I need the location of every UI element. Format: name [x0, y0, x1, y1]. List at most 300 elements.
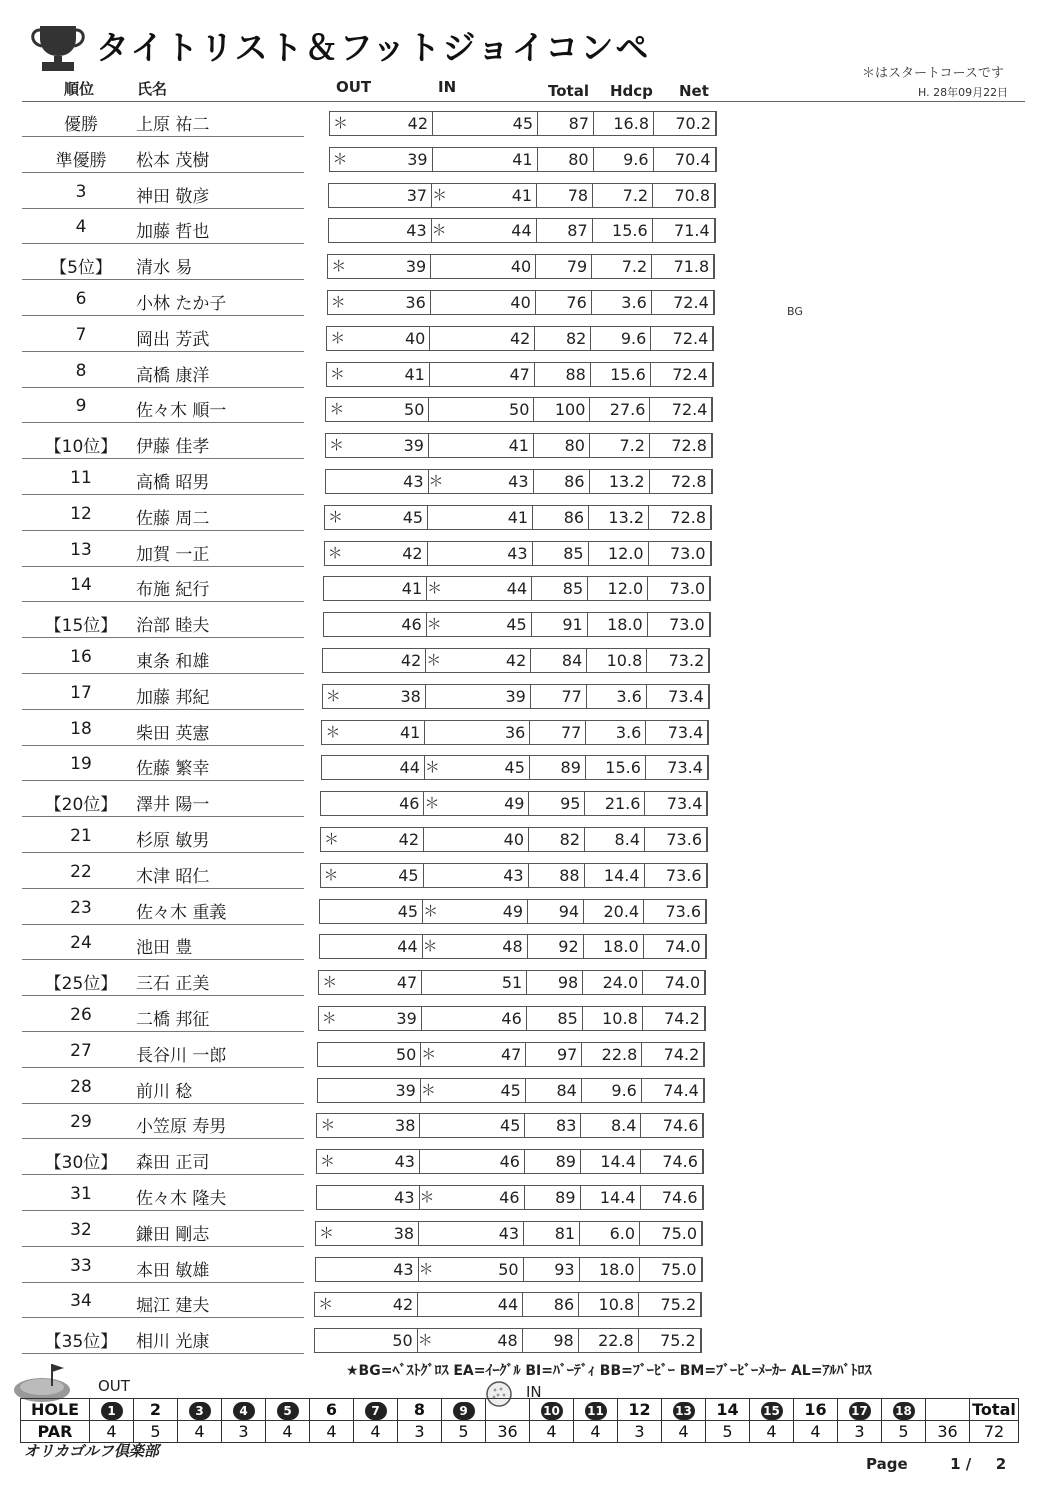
- row-underline: [22, 780, 304, 781]
- start-course-marker: ＊: [319, 1152, 335, 1171]
- hole-label: HOLE: [21, 1399, 90, 1421]
- page-separator: /: [965, 1455, 972, 1473]
- rank: 13: [70, 539, 92, 560]
- total-score: 88: [529, 864, 585, 887]
- par-table: [20, 1398, 1019, 1443]
- score-box: [317, 1042, 705, 1067]
- in-score: 48: [423, 935, 528, 958]
- score-box: [316, 1113, 704, 1138]
- rank: 34: [70, 1291, 92, 1312]
- start-course-marker: ＊: [331, 257, 347, 276]
- result-row: [0, 463, 1058, 499]
- total-score: 89: [525, 1150, 581, 1173]
- in-score: 48: [418, 1329, 523, 1352]
- net-score: 73.0: [648, 577, 710, 600]
- club-name: オリカゴルフ倶楽部: [24, 1442, 159, 1460]
- row-underline: [22, 1246, 304, 1247]
- par-value: 4: [662, 1421, 706, 1443]
- result-row: [0, 177, 1058, 213]
- handicap: 10.8: [583, 1007, 643, 1030]
- handicap: 18.0: [588, 613, 648, 636]
- score-box: [329, 147, 717, 172]
- hole-number-label: 14: [716, 1400, 739, 1419]
- player-name: 長谷川 一郎: [136, 1045, 227, 1066]
- row-underline: [22, 458, 304, 459]
- player-name: 小笠原 寿男: [136, 1117, 227, 1138]
- result-row: [0, 893, 1058, 929]
- score-box: [325, 397, 713, 422]
- start-course-marker: ＊: [325, 722, 341, 741]
- par-value: 5: [882, 1421, 926, 1443]
- par-value: 4: [90, 1421, 134, 1443]
- player-name: 佐藤 周二: [136, 508, 210, 529]
- total-score: 83: [525, 1114, 581, 1137]
- par-value: 3: [222, 1421, 266, 1443]
- page-current: 1: [950, 1455, 961, 1473]
- handicap: 20.4: [584, 900, 644, 923]
- score-box: [321, 720, 709, 745]
- out-score: 50: [318, 1043, 421, 1066]
- player-name: 清水 易: [136, 258, 193, 279]
- result-row: [0, 499, 1058, 535]
- result-row: [0, 212, 1058, 248]
- par-value: 4: [266, 1421, 310, 1443]
- result-row: [0, 391, 1058, 427]
- out-score: 50: [315, 1329, 418, 1352]
- handicap: 3.6: [586, 721, 646, 744]
- out-score: 43: [317, 1150, 420, 1173]
- out-total-header: [486, 1399, 530, 1421]
- handicap: 24.0: [583, 971, 643, 994]
- out-score: 45: [320, 900, 423, 923]
- row-underline: [22, 1317, 304, 1318]
- rank: 4: [75, 217, 87, 238]
- net-score: 72.8: [649, 506, 711, 529]
- col-header-in: IN: [438, 78, 457, 96]
- hole-number: [442, 1399, 486, 1421]
- handicap: 8.4: [581, 1114, 641, 1137]
- start-course-marker: ＊: [427, 579, 443, 598]
- in-score: 47: [430, 363, 535, 386]
- result-row: [0, 284, 1058, 320]
- row-underline: [22, 1282, 304, 1283]
- player-name: 相川 光康: [136, 1332, 210, 1353]
- in-score: 40: [431, 255, 536, 278]
- par-value: 3: [398, 1421, 442, 1443]
- result-row: [0, 1322, 1058, 1358]
- out-score: 40: [327, 327, 430, 350]
- start-course-marker: ＊: [424, 794, 440, 813]
- start-course-marker: ＊: [328, 507, 344, 526]
- out-score: 42: [325, 542, 428, 565]
- row-underline: [22, 208, 304, 209]
- in-score: 49: [424, 792, 529, 815]
- rank: 19: [70, 754, 92, 775]
- score-box: [317, 1078, 705, 1103]
- score-box: [329, 111, 717, 136]
- in-score: 45: [421, 1079, 526, 1102]
- hole-number: [662, 1399, 706, 1421]
- total-score: 82: [529, 828, 585, 851]
- total-score: 86: [534, 470, 590, 493]
- rank: 29: [70, 1112, 92, 1133]
- net-score: 72.4: [651, 327, 713, 350]
- out-score: 39: [328, 255, 431, 278]
- rank: 優勝: [64, 115, 98, 135]
- out-score: 42: [330, 112, 433, 135]
- handicap: 14.4: [581, 1150, 641, 1173]
- handicap: 15.6: [591, 363, 651, 386]
- player-name: 治部 睦夫: [136, 616, 210, 637]
- score-box: [318, 970, 706, 995]
- rank: 【10位】: [44, 437, 118, 458]
- player-name: 森田 正司: [136, 1153, 210, 1174]
- row-underline: [22, 351, 304, 352]
- result-row: [0, 964, 1058, 1000]
- net-score: 75.2: [639, 1329, 701, 1352]
- out-score: 44: [322, 756, 425, 779]
- row-underline: [22, 422, 304, 423]
- rank: 23: [70, 897, 92, 918]
- col-header-rank: 順位: [64, 80, 95, 98]
- handicap: 12.0: [588, 577, 648, 600]
- start-course-marker: ＊: [431, 221, 447, 240]
- hole-number: [90, 1399, 134, 1421]
- in-score: 45: [433, 112, 538, 135]
- net-score: 73.6: [645, 864, 707, 887]
- total-score: 87: [538, 112, 594, 135]
- net-score: 73.4: [647, 685, 709, 708]
- player-name: 澤井 陽一: [136, 795, 210, 816]
- rank: 【25位】: [44, 974, 118, 995]
- handicap: 7.2: [593, 184, 653, 207]
- out-score: 43: [329, 219, 432, 242]
- row-underline: [22, 1353, 304, 1354]
- rank: 24: [70, 933, 92, 954]
- net-score: 72.4: [652, 291, 714, 314]
- total-score: 82: [535, 327, 591, 350]
- net-score: 71.8: [652, 255, 714, 278]
- par-value: 4: [354, 1421, 398, 1443]
- rank: 8: [75, 360, 87, 381]
- player-name: 堀江 建夫: [136, 1296, 210, 1317]
- in-total-header: [926, 1399, 970, 1421]
- player-name: 神田 敬彦: [136, 186, 210, 207]
- score-box: [324, 541, 712, 566]
- page-title: タイトリスト＆フットジョイコンペ: [96, 28, 651, 67]
- par-value: 5: [134, 1421, 178, 1443]
- net-score: 74.6: [641, 1114, 703, 1137]
- score-box: [315, 1221, 703, 1246]
- net-score: 74.2: [643, 1007, 705, 1030]
- result-row: [0, 1072, 1058, 1108]
- total-score: 85: [527, 1007, 583, 1030]
- in-score: 47: [421, 1043, 526, 1066]
- rank: 【5位】: [50, 258, 112, 279]
- net-score: 74.6: [641, 1186, 703, 1209]
- hole-number-label: 1: [101, 1402, 123, 1420]
- player-name: 鎌田 剛志: [136, 1224, 210, 1245]
- rank: 27: [70, 1040, 92, 1061]
- hole-number-label: 15: [761, 1402, 783, 1420]
- out-score: 41: [324, 577, 427, 600]
- row-underline: [22, 816, 304, 817]
- hole-number: [266, 1399, 310, 1421]
- row-underline: [22, 1103, 304, 1104]
- handicap: 3.6: [592, 291, 652, 314]
- net-score: 73.4: [646, 721, 708, 744]
- player-name: 佐々木 順一: [136, 401, 227, 422]
- player-name: 上原 祐二: [136, 115, 210, 135]
- player-name: 池田 豊: [136, 938, 193, 959]
- out-score: 41: [327, 363, 430, 386]
- in-score: 46: [422, 1007, 527, 1030]
- result-row: [0, 1036, 1058, 1072]
- in-score: 41: [433, 148, 538, 171]
- handicap: 9.6: [582, 1079, 642, 1102]
- hole-number: [706, 1399, 750, 1421]
- row-underline: [22, 995, 304, 996]
- handicap: 7.2: [590, 434, 650, 457]
- start-course-marker: ＊: [420, 1080, 436, 1099]
- handicap: 18.0: [580, 1258, 640, 1281]
- row-underline: [22, 1067, 304, 1068]
- net-score: 73.0: [649, 542, 711, 565]
- start-course-marker: ＊: [424, 758, 440, 777]
- hole-number: [134, 1399, 178, 1421]
- row-underline: [22, 1138, 304, 1139]
- out-score: 39: [319, 1007, 422, 1030]
- row-underline: [22, 888, 304, 889]
- net-score: 71.4: [653, 219, 715, 242]
- in-score: 43: [419, 1222, 524, 1245]
- hole-number-label: 3: [189, 1402, 211, 1420]
- total-score: 87: [537, 219, 593, 242]
- row-underline: [22, 279, 304, 280]
- total-score: 78: [537, 184, 593, 207]
- player-name: 杉原 敏男: [136, 831, 210, 851]
- player-name: 二橋 邦征: [136, 1010, 210, 1030]
- rank: 6: [75, 289, 87, 309]
- rank: 32: [70, 1219, 92, 1240]
- player-name: 伊藤 佳孝: [136, 437, 210, 458]
- out-score: 42: [321, 828, 424, 851]
- hole-number: [530, 1399, 574, 1421]
- par-value: 4: [178, 1421, 222, 1443]
- row-underline: [22, 709, 304, 710]
- in-score: 45: [420, 1114, 525, 1137]
- player-name: 木津 昭仁: [136, 866, 210, 887]
- col-header-out: OUT: [336, 78, 372, 96]
- rank: 【35位】: [44, 1332, 118, 1353]
- out-score: 46: [324, 613, 427, 636]
- net-score: 74.2: [642, 1043, 704, 1066]
- out-score: 39: [326, 434, 429, 457]
- start-course-marker: ＊: [332, 149, 348, 168]
- start-course-marker: ＊: [318, 1295, 334, 1314]
- net-score: 72.4: [650, 398, 712, 421]
- result-row: [0, 821, 1058, 857]
- out-score: 44: [320, 935, 423, 958]
- start-course-marker: ＊: [423, 901, 439, 920]
- par-label: PAR: [21, 1421, 90, 1443]
- handicap: 9.6: [594, 148, 654, 171]
- hole-number-label: 13: [673, 1402, 695, 1420]
- score-box: [316, 1149, 704, 1174]
- in-label: IN: [526, 1383, 542, 1401]
- player-name: 布施 紀行: [136, 580, 210, 601]
- in-score: 42: [426, 649, 531, 672]
- player-name: 東条 和雄: [136, 652, 210, 672]
- start-course-marker: ＊: [319, 1223, 335, 1242]
- out-score: 38: [317, 1114, 420, 1137]
- handicap: 22.8: [582, 1043, 642, 1066]
- total-score: 84: [526, 1079, 582, 1102]
- handicap: 22.8: [579, 1329, 639, 1352]
- score-box: [322, 684, 710, 709]
- rank: 26: [70, 1005, 92, 1025]
- hole-number-label: 10: [541, 1402, 563, 1420]
- in-score: 50: [429, 398, 534, 421]
- in-score: 45: [427, 613, 532, 636]
- out-label: OUT: [98, 1377, 130, 1395]
- par-row: [21, 1421, 1019, 1443]
- handicap: 14.4: [581, 1186, 641, 1209]
- row-underline: [22, 172, 304, 173]
- hole-number: [354, 1399, 398, 1421]
- player-name: 小林 たか子: [136, 294, 227, 314]
- out-score: 43: [316, 1258, 419, 1281]
- in-score: 51: [422, 971, 527, 994]
- total-score: 89: [530, 756, 586, 779]
- score-box: [316, 1185, 704, 1210]
- rank: 9: [75, 396, 87, 417]
- par-value: 3: [838, 1421, 882, 1443]
- rank: 【15位】: [44, 616, 118, 637]
- in-score: 41: [428, 506, 533, 529]
- hole-number: [222, 1399, 266, 1421]
- result-row: [0, 320, 1058, 356]
- out-score: 37: [329, 184, 432, 207]
- net-score: 70.8: [653, 184, 715, 207]
- player-name: 加藤 哲也: [136, 222, 210, 243]
- hole-number-label: 2: [149, 1400, 162, 1419]
- total-score: 86: [523, 1293, 579, 1316]
- total-score: 81: [524, 1222, 580, 1245]
- row-underline: [22, 1210, 304, 1211]
- hole-number-label: 18: [893, 1402, 915, 1420]
- total-score: 77: [530, 721, 586, 744]
- score-legend: ★BG=ﾍﾞｽﾄｸﾞﾛｽ EA=ｲｰｸﾞﾙ BI=ﾊﾞｰﾃﾞｨ BB=ﾌﾞｰﾋﾞｰ BM=ﾌﾞｰﾋﾞｰﾒｰｶｰ AL=ｱﾙﾊﾞﾄﾛｽ: [346, 1363, 872, 1379]
- start-course-marker: ＊: [330, 293, 346, 311]
- rank: 3: [75, 181, 87, 202]
- player-name: 佐藤 繁幸: [136, 759, 210, 780]
- in-score: 36: [425, 721, 530, 744]
- page-total: 2: [995, 1455, 1007, 1473]
- start-course-marker: ＊: [419, 1188, 435, 1206]
- player-name: 柴田 英憲: [136, 723, 210, 744]
- rank: 16: [70, 647, 92, 667]
- score-box: [322, 648, 710, 673]
- in-score: 44: [432, 219, 537, 242]
- in-score: 45: [425, 756, 530, 779]
- score-box: [320, 827, 708, 852]
- out-score: 38: [316, 1222, 419, 1245]
- player-name: 加藤 邦紀: [136, 687, 210, 708]
- result-row: [0, 928, 1058, 964]
- start-course-marker: ＊: [325, 686, 341, 705]
- score-box: [323, 612, 711, 637]
- page-label: Page: [866, 1455, 908, 1473]
- hole-number: [882, 1399, 926, 1421]
- start-course-marker: ＊: [417, 1331, 433, 1350]
- player-name: 高橋 康洋: [136, 365, 210, 386]
- rank: 【30位】: [44, 1153, 118, 1174]
- total-score: 94: [528, 900, 584, 923]
- page-indicator: [866, 1455, 1006, 1473]
- net-score: 73.0: [648, 613, 710, 636]
- out-score: 45: [325, 506, 428, 529]
- net-score: 72.4: [651, 363, 713, 386]
- hole-number-label: 16: [804, 1400, 827, 1419]
- hole-number-label: 11: [585, 1402, 607, 1420]
- rank: 17: [70, 682, 92, 703]
- score-box: [319, 899, 707, 924]
- score-box: [315, 1257, 703, 1282]
- rank: 11: [70, 468, 92, 488]
- row-underline: [22, 852, 304, 853]
- row-underline: [22, 1031, 304, 1032]
- start-course-marker: ＊: [422, 937, 438, 956]
- net-score: 74.0: [643, 971, 705, 994]
- row-underline: [22, 745, 304, 746]
- out-score: 36: [328, 291, 431, 314]
- out-score: 41: [322, 721, 425, 744]
- hole-number: [750, 1399, 794, 1421]
- handicap: 16.8: [594, 112, 654, 135]
- result-row: [0, 857, 1058, 893]
- score-box: [319, 934, 707, 959]
- in-score: 44: [427, 577, 532, 600]
- row-underline: [22, 243, 304, 244]
- total-score: 98: [527, 971, 583, 994]
- net-score: 70.2: [654, 112, 716, 135]
- out-score: 39: [318, 1079, 421, 1102]
- total-score: 85: [533, 542, 589, 565]
- start-course-marker: ＊: [418, 1259, 434, 1278]
- result-row: [0, 1215, 1058, 1251]
- in-score: 44: [418, 1293, 523, 1316]
- in-score: 40: [431, 291, 536, 314]
- handicap: 13.2: [589, 506, 649, 529]
- result-row: [0, 642, 1058, 678]
- in-score: 43: [429, 470, 534, 493]
- in-score: 43: [424, 864, 529, 887]
- hole-number-label: 9: [453, 1402, 475, 1420]
- row-underline: [22, 387, 304, 388]
- row-underline: [22, 637, 304, 638]
- net-score: 74.6: [641, 1150, 703, 1173]
- total-header: Total: [970, 1399, 1019, 1421]
- score-box: [327, 254, 715, 279]
- handicap: 13.2: [590, 470, 650, 493]
- score-box: [328, 183, 716, 208]
- net-score: 73.4: [646, 756, 708, 779]
- col-header-name: 氏名: [137, 80, 168, 98]
- start-course-marker: ＊: [322, 973, 338, 992]
- player-name: 本田 敏雄: [136, 1260, 210, 1281]
- score-box: [320, 863, 708, 888]
